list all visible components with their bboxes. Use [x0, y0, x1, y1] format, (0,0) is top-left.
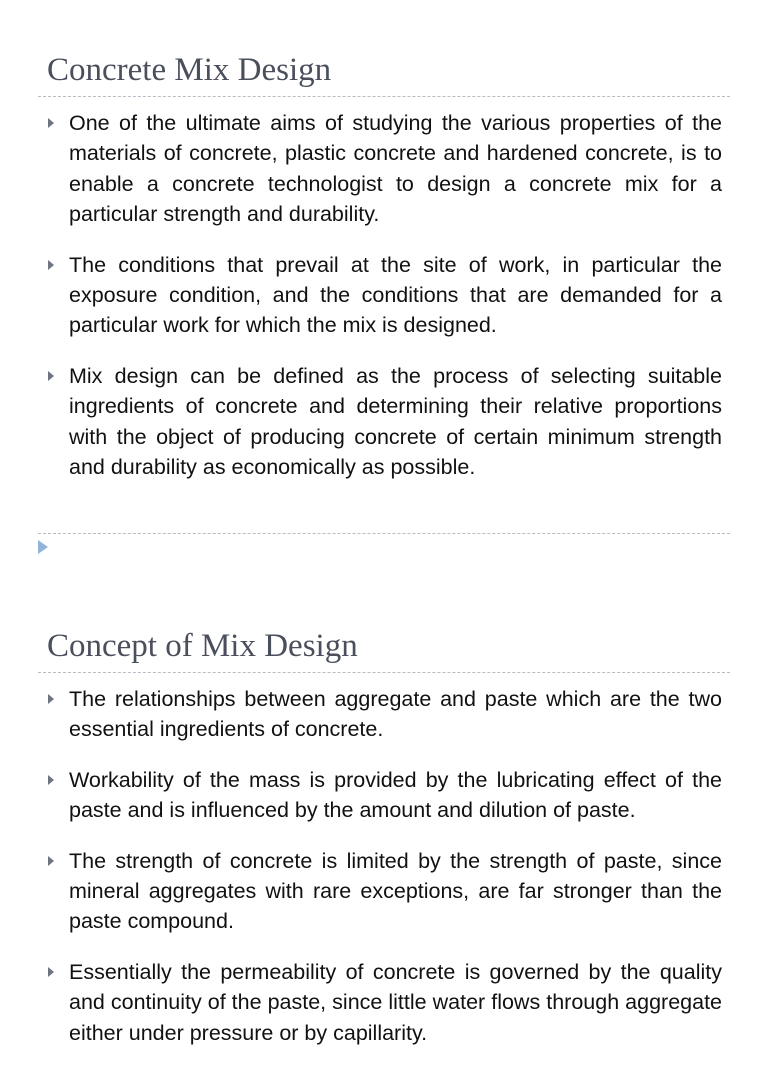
bullet-text: The conditions that prevail at the site of work, in particular the exposure condition, and the conditions that are demanded for a particular work for which the mix is designed. [69, 252, 722, 338]
bullet-item [47, 846, 722, 937]
bullet-item [47, 765, 722, 826]
bullet-list [47, 108, 722, 502]
bullet-text: The relationships between aggregate and paste which are the two essential ingredients of concrete. [69, 687, 722, 742]
footer-arrow-icon [38, 540, 48, 554]
bullet-item [47, 361, 722, 483]
triangle-bullet-icon [48, 856, 54, 866]
bullet-text: The strength of concrete is limited by the strength of paste, since mineral aggregates with rare exceptions, are far stronger than the paste compound. [69, 848, 722, 934]
bullet-item [47, 957, 722, 1048]
triangle-bullet-icon [48, 260, 54, 270]
bullet-text: Workability of the mass is provided by the lubricating effect of the paste and is influenced by the amount and dilution of paste. [69, 767, 722, 823]
bullet-text: Essentially the permeability of concrete is governed by the quality and continuity of the paste, since little water flows through aggregate either under pressure or by capillarity. [69, 959, 722, 1045]
bullet-item [47, 684, 722, 745]
triangle-bullet-icon [48, 371, 54, 381]
title-divider [38, 96, 730, 97]
bullet-text: One of the ultimate aims of studying the various properties of the materials of concrete, plastic concrete and hardened concrete, is to enable a concrete technologist to design a concrete mix for a particular strength and durability. [69, 111, 722, 227]
title-divider [38, 672, 730, 673]
slide-concept-of-mix-design [0, 576, 768, 1045]
slide-title: Concept of Mix Design [47, 628, 358, 664]
triangle-bullet-icon [48, 967, 54, 977]
triangle-bullet-icon [48, 118, 54, 128]
bullet-list [47, 684, 722, 1068]
bullet-text: Mix design can be defined as the process of selecting suitable ingredients of concrete and determining their relative proportions with the object of producing concrete of certain minimum strength and durability as economically as possible. [69, 363, 722, 480]
triangle-bullet-icon [48, 775, 54, 785]
triangle-bullet-icon [48, 694, 54, 704]
slide-title: Concrete Mix Design [47, 52, 332, 88]
bullet-item [47, 250, 722, 341]
bullet-item [47, 108, 722, 230]
footer-divider [38, 533, 730, 534]
